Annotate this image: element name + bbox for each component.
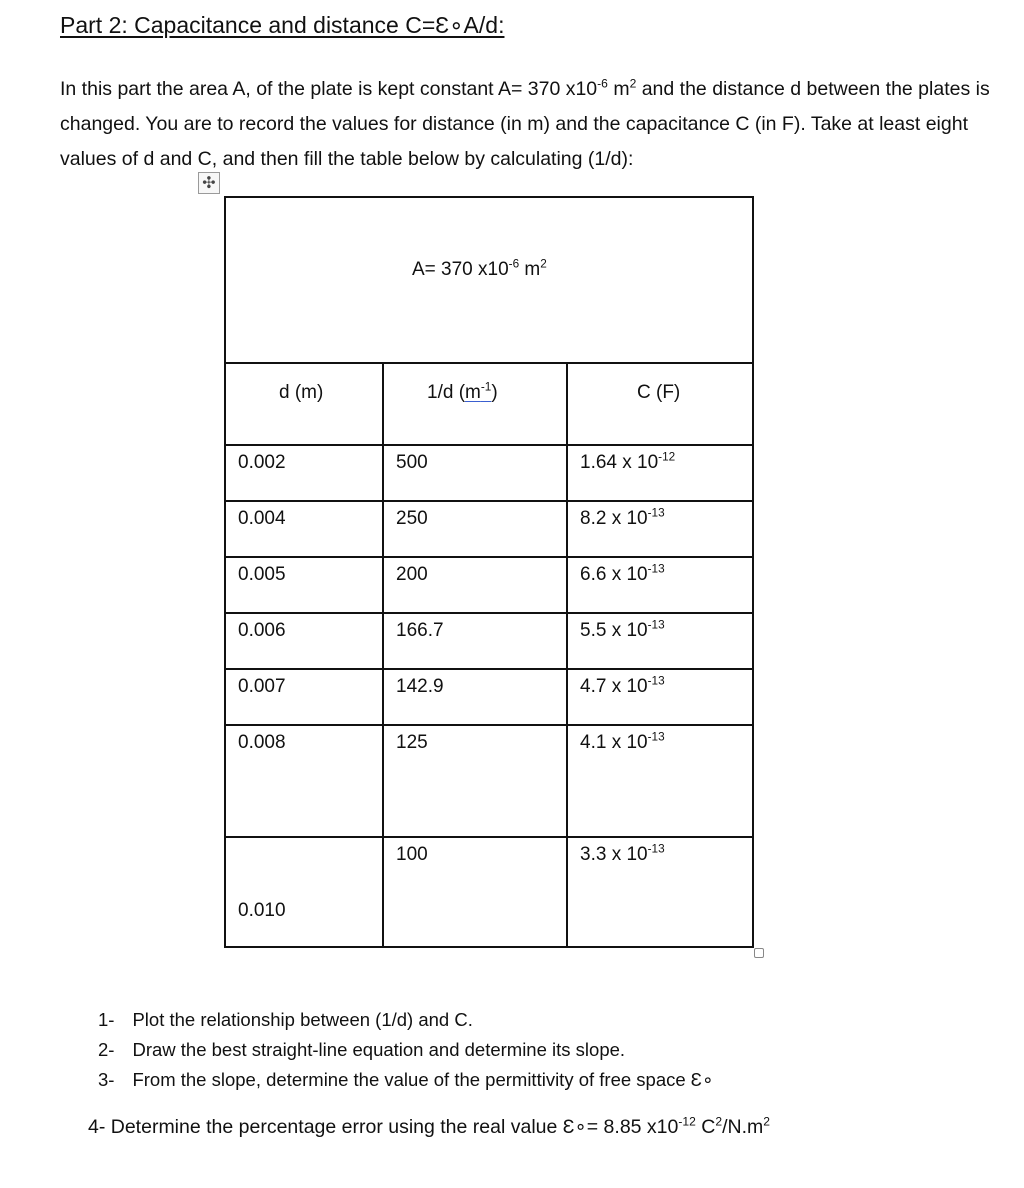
cell-inv-d: 200	[396, 564, 428, 585]
cell-d: 0.005	[238, 564, 286, 585]
cell-inv-d: 100	[396, 844, 428, 865]
move-handle-icon[interactable]: ✣	[198, 172, 220, 194]
cell-c: 5.5 x $10^{-13}$	[580, 618, 665, 641]
area-label: A= 370 $x10^{-6}$ $m^2$	[412, 257, 547, 280]
data-table	[224, 196, 754, 948]
part-heading: Part 2: Capacitance and distance C=Ɛ∘A/d:	[60, 12, 505, 38]
cell-d: 0.010	[238, 900, 286, 921]
cell-inv-d: 142.9	[396, 676, 444, 697]
intro-exp: -6	[597, 76, 608, 91]
question-1: 1- Plot the relationship between (1/d) and C.	[98, 1009, 473, 1030]
col-header-d: d (m)	[279, 382, 324, 403]
cell-inv-d: 125	[396, 732, 428, 753]
intro-exp2: 2	[629, 76, 637, 91]
resize-handle-icon[interactable]	[754, 948, 764, 958]
cell-c: 1.64 x $10^{-12}$	[580, 450, 676, 473]
cell-inv-d: 500	[396, 452, 428, 473]
cell-d: 0.008	[238, 732, 286, 753]
cell-c: 6.6 x $10^{-13}$	[580, 562, 665, 585]
cell-inv-d: 250	[396, 508, 428, 529]
cell-inv-d: 166.7	[396, 620, 444, 641]
cell-c: 4.7 x $10^{-13}$	[580, 674, 665, 697]
cell-d: 0.007	[238, 676, 286, 697]
cell-c: 8.2 x $10^{-13}$	[580, 506, 665, 529]
cell-d: 0.006	[238, 620, 286, 641]
question-3: 3- From the slope, determine the value of the permittivity of free space Ɛ∘	[98, 1069, 714, 1090]
question-2: 2- Draw the best straight-line equation and determine its slope.	[98, 1039, 626, 1060]
cell-d: 0.002	[238, 452, 286, 473]
intro-text-c: and the distance d between the plates is changed. You are to record the values for distance (in m) and the capacitance C (in F). Take at least eight values of d and C, and then fill the table below by calculating (1/d):	[60, 78, 990, 170]
col-header-inverse-d: 1/d $(m^{-1})$	[427, 380, 498, 403]
cell-d: 0.004	[238, 508, 286, 529]
intro-text-b: m	[607, 78, 630, 100]
cell-c: 4.1 x $10^{-13}$	[580, 730, 665, 753]
cell-c: 3.3 x $10^{-13}$	[580, 842, 665, 865]
intro-paragraph	[60, 72, 1022, 177]
col-header-c: C (F)	[637, 382, 681, 403]
intro-text-a: In this part the area A, of the plate is kept constant A= 370 x10	[60, 78, 598, 100]
question-4: 4- Determine the percentage error using the real value Ɛ∘= 8.85 $x10^{-12}$ $C^2/N.m^2$	[88, 1114, 770, 1138]
